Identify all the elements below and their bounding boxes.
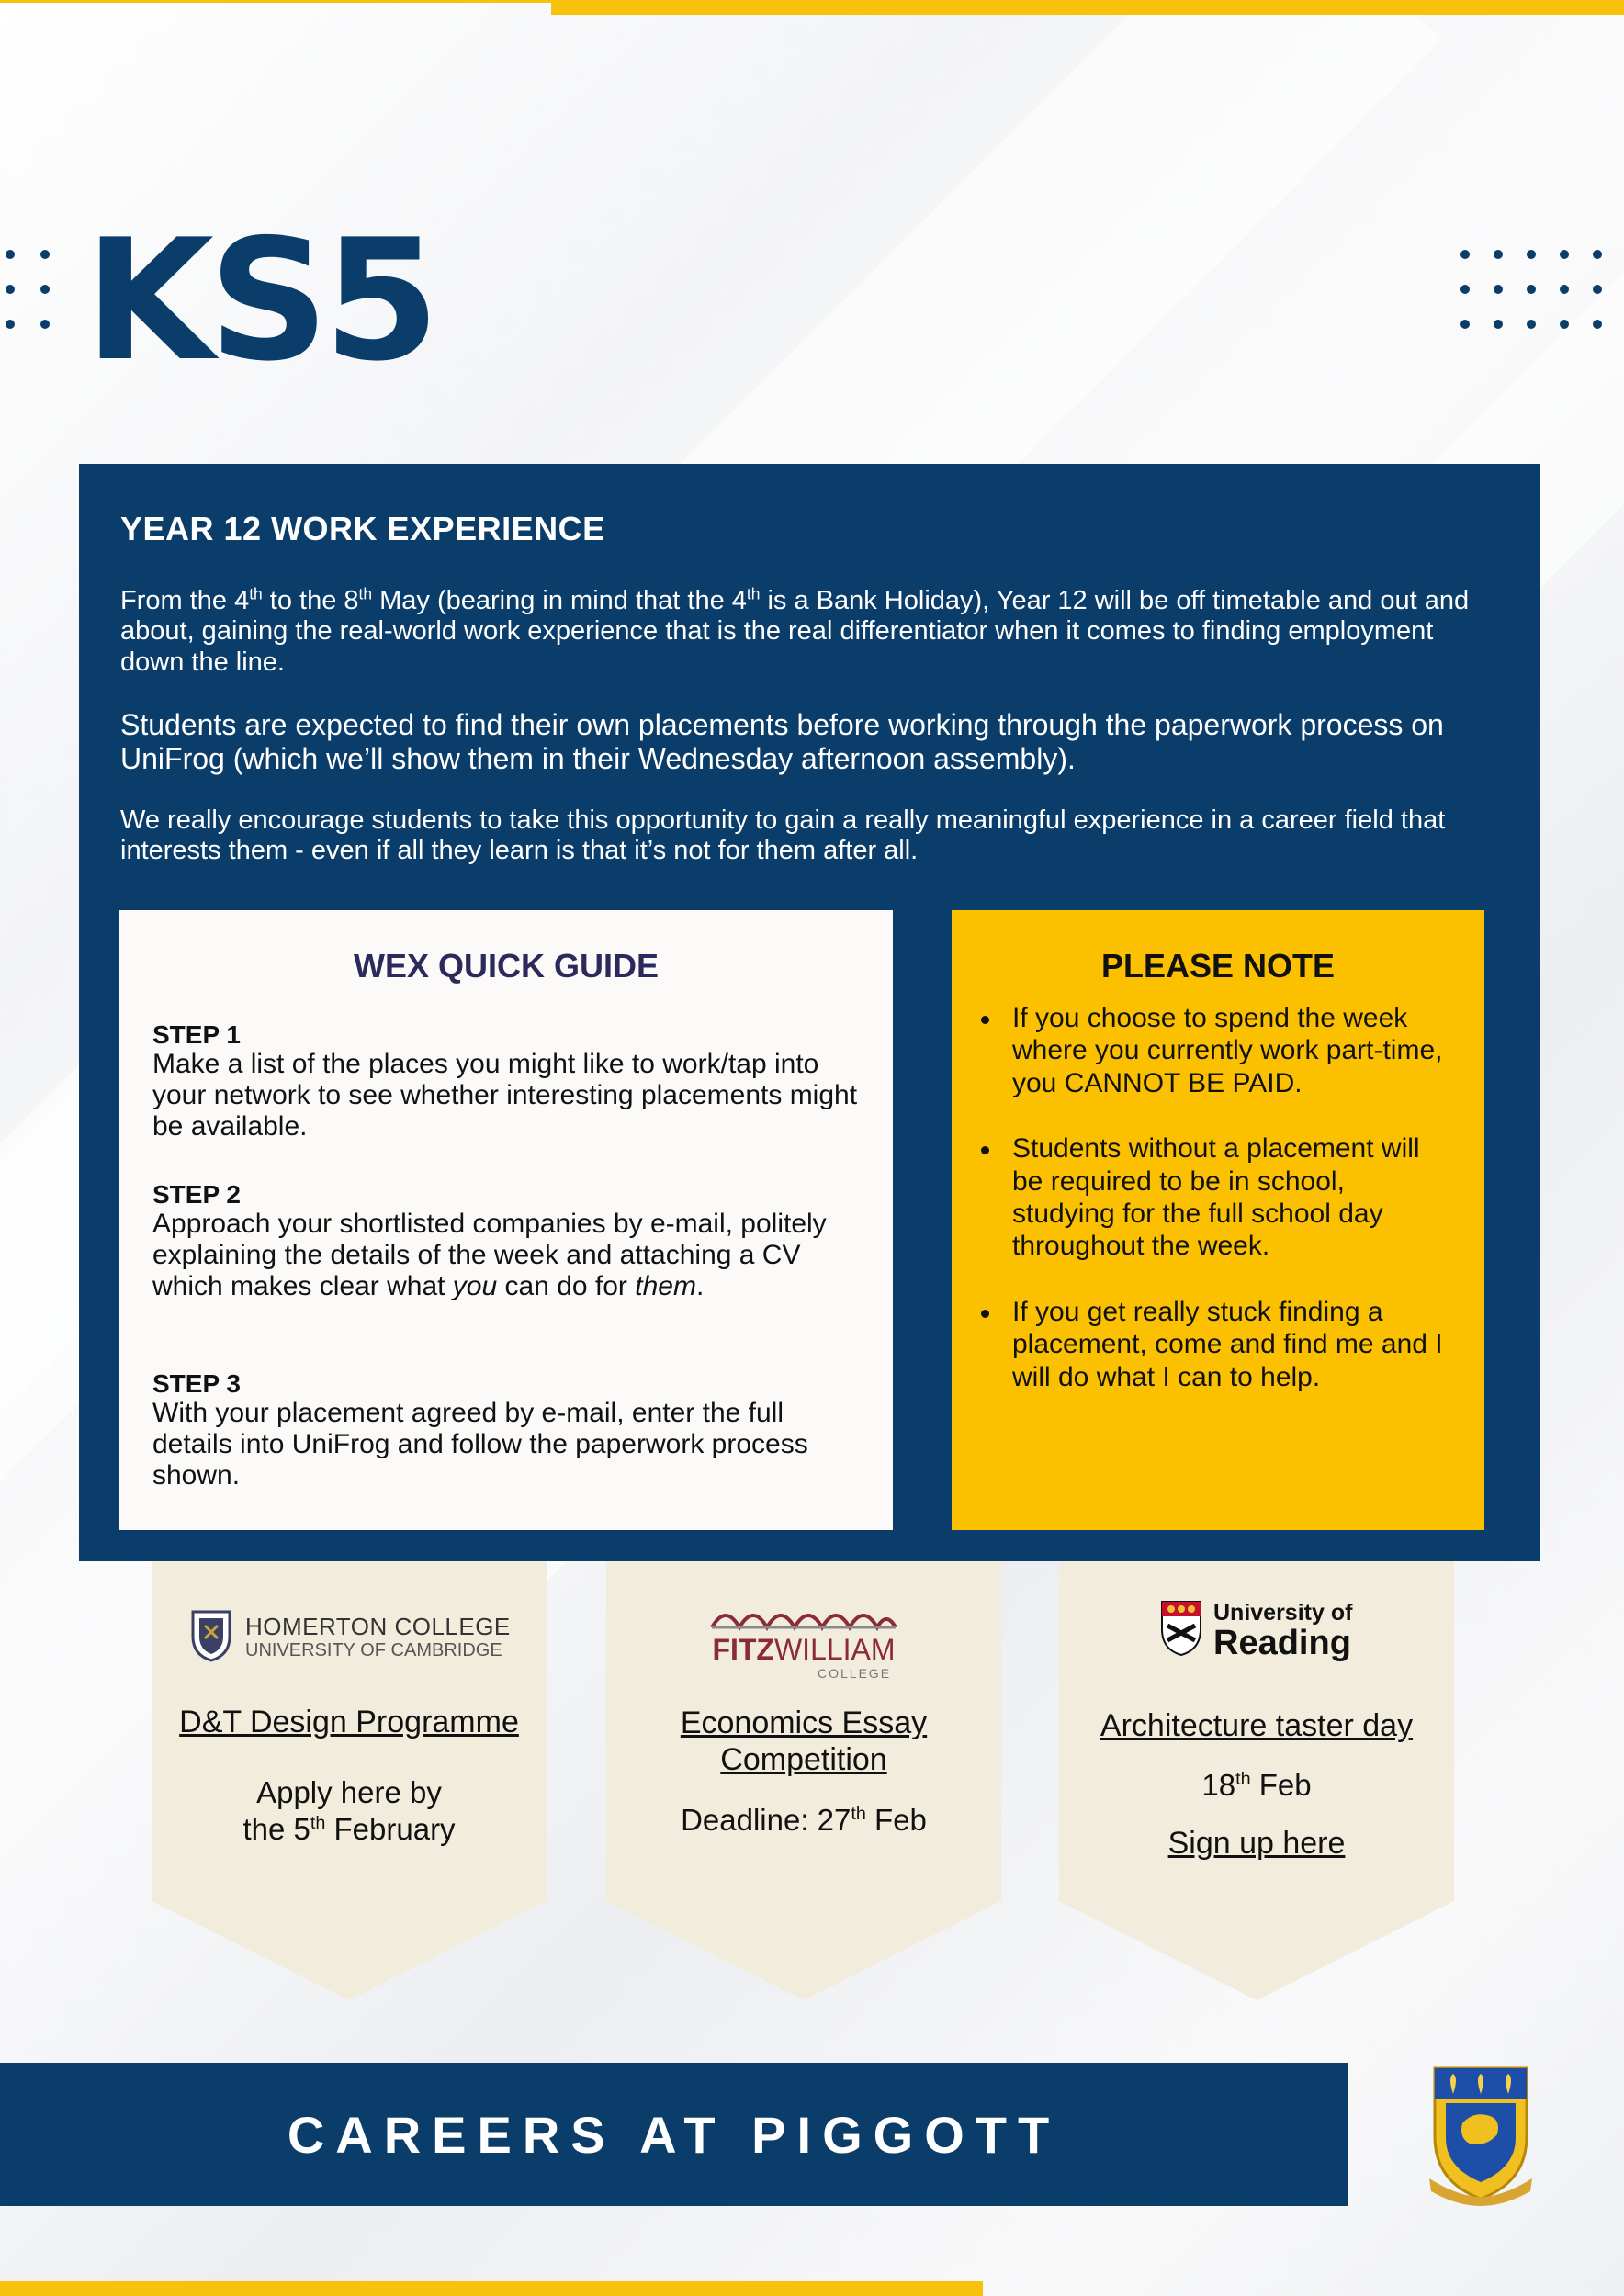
bottom-accent-bar (0, 2281, 983, 2296)
sign-up-link[interactable]: Sign up here (1167, 1826, 1346, 1861)
intro-paragraph: From the 4th to the 8th May (bearing in mind that the 4th is a Bank Holiday), Year 12 will be off timetable and out and about, gaining the real-world work experience that is the real differentiator when it comes to finding employment down the line. (120, 584, 1470, 677)
note-item: If you get really stuck finding a placement, come and find me and I will do what I can to help. (1012, 1296, 1453, 1393)
top-accent-line (0, 0, 551, 3)
guide-title: WEX QUICK GUIDE (353, 947, 659, 985)
dt-design-programme-link[interactable]: D&T Design Programme (179, 1705, 519, 1739)
top-accent-bar (551, 0, 1624, 15)
step-2: STEP 2 Approach your shortlisted companies by e-mail, politely explaining the details of the week and attaching a CV which makes clear what you can do for them. (152, 1180, 827, 1301)
card-fitzwilliam (606, 1561, 1001, 2002)
note-list (952, 1002, 1453, 1426)
fitzwilliam-logo: FITZWILLIAM COLLEGE (689, 1600, 919, 1683)
page-title: KS5 (85, 203, 434, 398)
placements-paragraph: Students are expected to find their own placements before working through the paperwork process on UniFrog (which we’ll show them in their Wednesday afternoon assembly). (120, 708, 1444, 775)
homerton-logo: HOMERTON COLLEGE UNIVERSITY OF CAMBRIDGE (190, 1609, 521, 1664)
panel-title: YEAR 12 WORK EXPERIENCE (120, 510, 605, 547)
school-crest-icon (1422, 2059, 1539, 2206)
card-reading (1059, 1561, 1454, 2002)
card-homerton (152, 1561, 547, 2002)
note-item: If you choose to spend the week where you currently work part-time, you CANNOT BE PAID. (1012, 1002, 1453, 1099)
footer-banner (0, 2063, 1348, 2206)
reading-logo: University of Reading (1160, 1598, 1399, 1671)
reading-date-text: 18th Feb (1201, 1768, 1312, 1802)
note-item: Students without a placement will be required to be in school, studying for the full school day throughout the week. (1012, 1132, 1453, 1263)
architecture-taster-link[interactable]: Architecture taster day (1100, 1708, 1414, 1743)
step-1: STEP 1 Make a list of the places you might like to work/tap into your network to see whether interesting placements might be available. (152, 1020, 858, 1142)
dots-decoration-left (6, 250, 50, 329)
homerton-crest-icon (190, 1609, 232, 1662)
please-note-box (952, 910, 1484, 1530)
encouragement-paragraph: We really encourage students to take this opportunity to gain a really meaningful experience in a career field that interests them - even if all they learn is that it’s not for them after all. (120, 805, 1446, 866)
footer-title: CAREERS AT PIGGOTT (287, 2105, 1061, 2164)
reading-crest-icon (1160, 1600, 1202, 1657)
fitzwilliam-arches-icon (707, 1600, 900, 1633)
wex-quick-guide-box (119, 910, 893, 1530)
work-experience-panel (79, 464, 1540, 1561)
fitzwilliam-deadline-text: Deadline: 27th Feb (681, 1803, 927, 1837)
note-title: PLEASE NOTE (1100, 947, 1336, 985)
homerton-apply-text: Apply here by the 5th February (242, 1775, 456, 1846)
dots-decoration-right (1460, 250, 1602, 329)
step-3: STEP 3 With your placement agreed by e-mail, enter the full details into UniFrog and follow the paperwork process shown. (152, 1369, 808, 1491)
economics-essay-link[interactable]: Economics Essay Competition (680, 1705, 928, 1778)
